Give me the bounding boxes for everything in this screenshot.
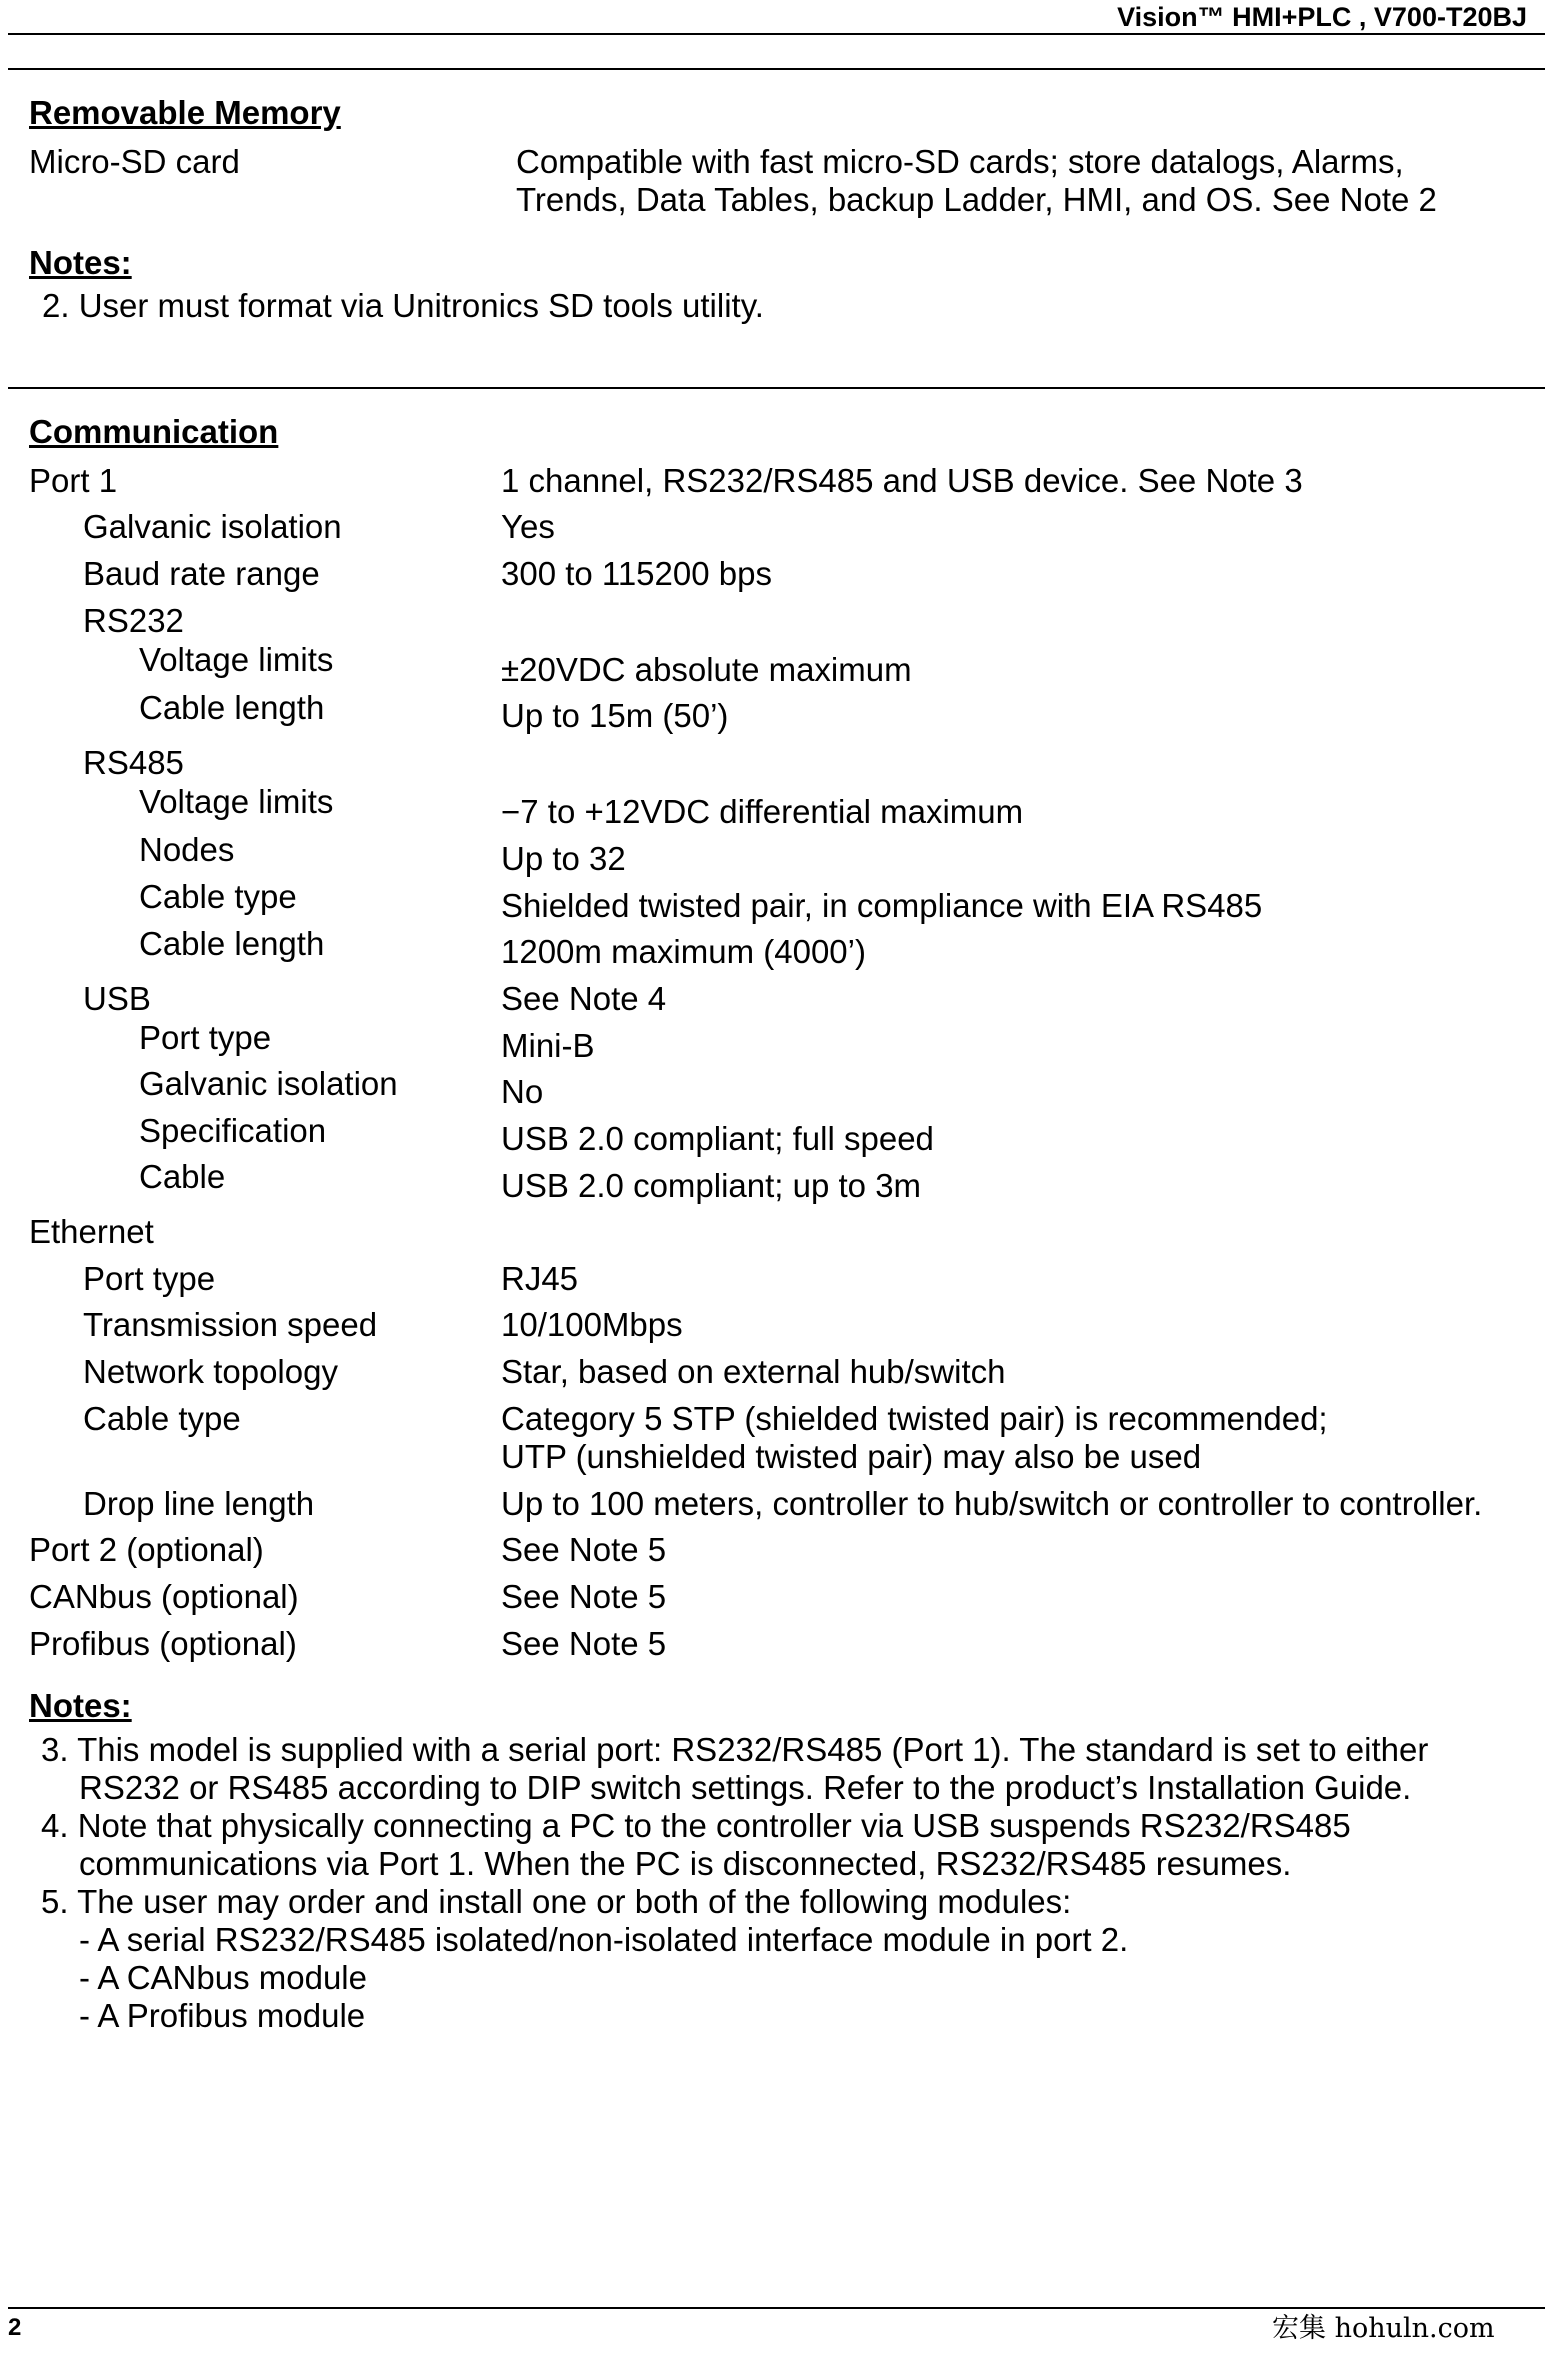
spec-label-port-1: Port 1: [29, 462, 118, 499]
spec-value-canbus: See Note 5: [501, 1578, 667, 1615]
note-3-line-2: RS232 or RS485 according to DIP switch settings. Refer to the product’s Installation Guide.: [79, 1769, 1412, 1806]
spec-value-baud-rate: 300 to 115200 bps: [501, 555, 772, 592]
spec-label-canbus: CANbus (optional): [29, 1578, 299, 1615]
note-4-line-2: communications via Port 1. When the PC is disconnected, RS232/RS485 resumes.: [79, 1845, 1292, 1882]
section-divider-middle: [8, 387, 1545, 389]
spec-value-usb-galvanic-isolation: No: [501, 1073, 544, 1110]
spec-label-ethernet-port-type: Port type: [83, 1260, 216, 1297]
note-5-item-serial: - A serial RS232/RS485 isolated/non-isolated interface module in port 2.: [79, 1921, 1129, 1958]
spec-value-rs485-voltage: −7 to +12VDC differential maximum: [501, 793, 1024, 830]
spec-label-transmission-speed: Transmission speed: [83, 1306, 378, 1343]
spec-value-ethernet-port-type: RJ45: [501, 1260, 579, 1297]
spec-label-ethernet-cable-type: Cable type: [83, 1400, 241, 1437]
spec-value-rs485-nodes: Up to 32: [501, 840, 626, 877]
spec-value-rs232-cable-length: Up to 15m (50’): [501, 697, 729, 734]
spec-value-drop-line-length: Up to 100 meters, controller to hub/switch or controller to controller.: [501, 1485, 1483, 1522]
spec-value-rs232-voltage: ±20VDC absolute maximum: [501, 651, 912, 688]
spec-label-usb-port-type: Port type: [139, 1019, 272, 1056]
spec-value-usb-port-type: Mini-B: [501, 1027, 595, 1064]
note-5-item-canbus: - A CANbus module: [79, 1959, 367, 1996]
spec-value-usb-cable: USB 2.0 compliant; up to 3m: [501, 1167, 922, 1204]
communication-heading: Communication: [29, 413, 279, 450]
spec-label-network-topology: Network topology: [83, 1353, 338, 1390]
spec-label-usb-galvanic-isolation: Galvanic isolation: [139, 1065, 398, 1102]
spec-value-network-topology: Star, based on external hub/switch: [501, 1353, 1006, 1390]
note-5-item-profibus: - A Profibus module: [79, 1997, 366, 2034]
spec-value-port-1: 1 channel, RS232/RS485 and USB device. See Note 3: [501, 462, 1303, 499]
micro-sd-label: Micro-SD card: [29, 143, 240, 180]
note-3-line-1: 3. This model is supplied with a serial port: RS232/RS485 (Port 1). The standard is set to either: [41, 1731, 1429, 1768]
spec-label-drop-line-length: Drop line length: [83, 1485, 315, 1522]
spec-value-transmission-speed: 10/100Mbps: [501, 1306, 683, 1343]
spec-value-port-2: See Note 5: [501, 1531, 667, 1568]
spec-label-usb: USB: [83, 980, 151, 1017]
header-rule: [8, 33, 1545, 35]
micro-sd-value-line-2: Trends, Data Tables, backup Ladder, HMI, and OS. See Note 2: [516, 181, 1437, 218]
section-divider-top: [8, 68, 1545, 70]
spec-label-profibus: Profibus (optional): [29, 1625, 297, 1662]
spec-label-rs232-cable-length: Cable length: [139, 689, 325, 726]
spec-label-rs232: RS232: [83, 602, 184, 639]
spec-value-rs485-cable-type: Shielded twisted pair, in compliance with EIA RS485: [501, 887, 1263, 924]
note-5-line-1: 5. The user may order and install one or both of the following modules:: [41, 1883, 1072, 1920]
spec-value-ethernet-cable-type-line-2: UTP (unshielded twisted pair) may also be used: [501, 1438, 1202, 1475]
spec-value-ethernet-cable-type-line-1: Category 5 STP (shielded twisted pair) is recommended;: [501, 1400, 1328, 1437]
page-number: 2: [8, 2314, 22, 2341]
spec-label-rs485-nodes: Nodes: [139, 831, 235, 868]
communication-notes-heading: Notes:: [29, 1687, 132, 1724]
spec-value-usb-specification: USB 2.0 compliant; full speed: [501, 1120, 934, 1157]
spec-label-usb-specification: Specification: [139, 1112, 327, 1149]
spec-value-rs485-cable-length: 1200m maximum (4000’): [501, 933, 866, 970]
spec-label-rs485: RS485: [83, 744, 184, 781]
note-4-line-1: 4. Note that physically connecting a PC to the controller via USB suspends RS232/RS485: [41, 1807, 1351, 1844]
document-title: Vision™ HMI+PLC , V700-T20BJ: [1117, 2, 1527, 32]
spec-label-baud-rate: Baud rate range: [83, 555, 320, 592]
spec-value-usb: See Note 4: [501, 980, 667, 1017]
spec-value-profibus: See Note 5: [501, 1625, 667, 1662]
spec-label-rs232-voltage: Voltage limits: [139, 641, 334, 678]
memory-notes-heading: Notes:: [29, 244, 132, 281]
footer-brand: 宏集 hohuln.com: [1272, 2313, 1495, 2344]
spec-label-port-2: Port 2 (optional): [29, 1531, 264, 1568]
spec-label-rs485-cable-type: Cable type: [139, 878, 297, 915]
spec-label-ethernet: Ethernet: [29, 1213, 154, 1250]
spec-label-rs485-voltage: Voltage limits: [139, 783, 334, 820]
spec-value-galvanic-isolation: Yes: [501, 508, 555, 545]
spec-label-galvanic-isolation: Galvanic isolation: [83, 508, 342, 545]
spec-label-usb-cable: Cable: [139, 1158, 226, 1195]
micro-sd-value-line-1: Compatible with fast micro-SD cards; store datalogs, Alarms,: [516, 143, 1404, 180]
spec-label-rs485-cable-length: Cable length: [139, 925, 325, 962]
removable-memory-heading: Removable Memory: [29, 94, 341, 131]
memory-note-2: 2. User must format via Unitronics SD tools utility.: [42, 287, 764, 324]
